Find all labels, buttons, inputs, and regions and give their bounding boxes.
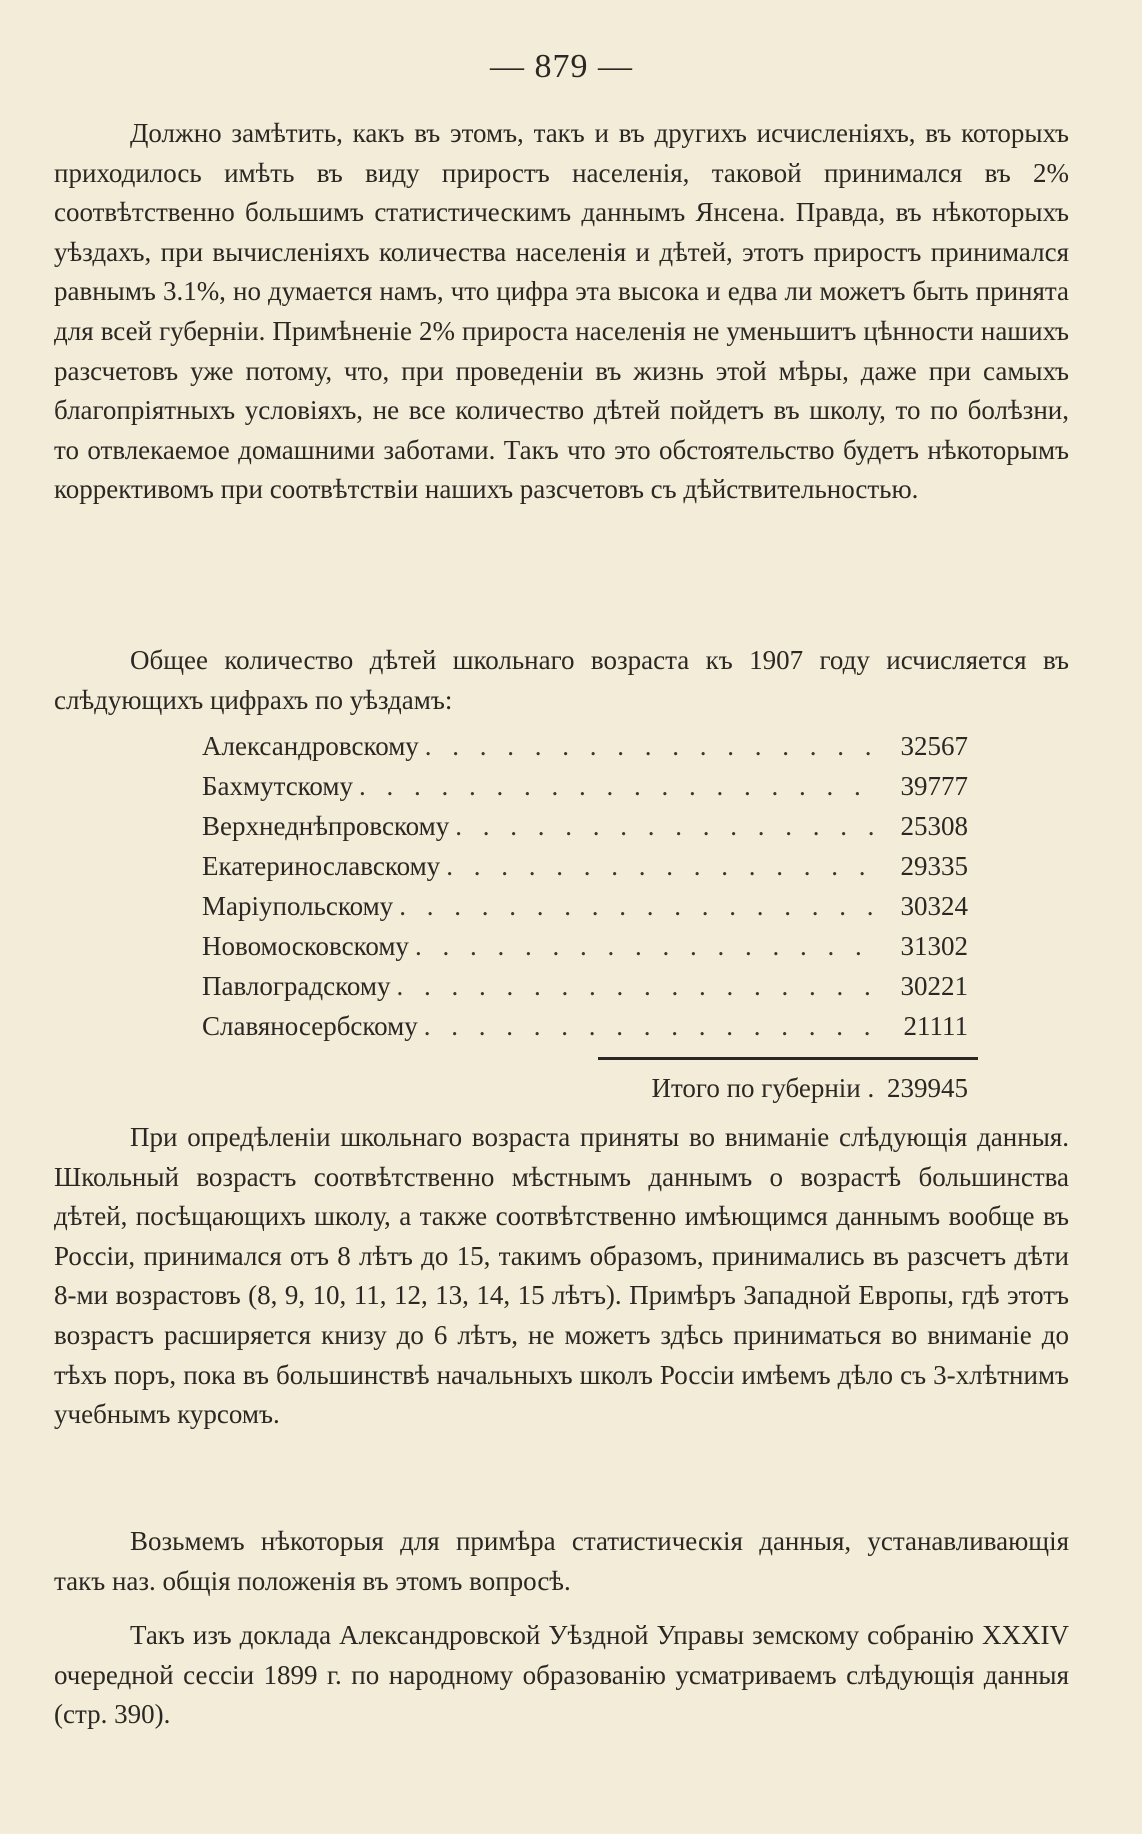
district-value: 31302: [900, 931, 968, 961]
district-children-table: [202, 726, 968, 1046]
district-name: Славяносербскому: [202, 1011, 418, 1041]
dot-leader: [396, 966, 874, 1006]
dot-leader: [424, 1006, 874, 1046]
district-name: Верхнеднѣпровскому: [202, 811, 450, 841]
document-page: [54, 0, 1069, 1834]
total-value: 239945: [887, 1073, 968, 1103]
paragraph-growth-rate: Должно замѣтить, какъ въ этомъ, такъ и въ другихъ исчисленіяхъ, въ которыхъ приходилось имѣть въ виду приростъ населенія, таковой принимался въ 2% соотвѣтственно большимъ статистическимъ даннымъ Янсена. Правда, въ нѣкоторыхъ уѣздахъ, при вычисленіяхъ количества населенія и дѣтей, этотъ приростъ принимался равнымъ 3.1%, но думается намъ, что цифра эта высока и едва ли можетъ быть принята для всей губерніи. Примѣненіе 2% прироста населенія не уменьшитъ цѣнности нашихъ разсчетовъ уже потому, что, при проведеніи въ жизнь этой мѣры, даже при самыхъ благопріятныхъ условіяхъ, не все количество дѣтей пойдетъ въ школу, то по болѣзни, то отвлекаемое домашними заботами. Такъ что это обстоятельство будетъ нѣкоторымъ коррективомъ при соотвѣтствіи нашихъ разсчетовъ съ дѣйствительностью.: [54, 118, 1069, 505]
district-value: 39777: [900, 771, 968, 801]
paragraph-report-reference: Такъ изъ доклада Александровской Уѣздной Управы земскому собранію XXXIV очередной сессіи 1899 г. по народному образованію усматриваемъ слѣдующія данныя (стр. 390).: [54, 1620, 1069, 1730]
district-name: Бахмутскому: [202, 771, 354, 801]
table-row: [202, 886, 968, 926]
page-number: — 879 —: [490, 48, 633, 85]
district-value: 32567: [900, 731, 968, 761]
district-name: Павлоградскому: [202, 971, 391, 1001]
total-rule: [598, 1057, 978, 1060]
dot-leader: [359, 766, 874, 806]
dot-leader: [446, 846, 874, 886]
table-row: [202, 1006, 968, 1046]
paragraph-school-age: При опредѣленіи школьнаго возраста приняты во вниманіе слѣдующія данныя. Школьный возрастъ соотвѣтственно мѣстнымъ даннымъ о возрастѣ большинства дѣтей, посѣщающихъ школу, а также соотвѣтственно имѣющимся даннымъ вообще въ Россіи, принимался отъ 8 лѣтъ до 15, такимъ образомъ, принимались въ разсчетъ дѣти 8-ми возрастовъ (8, 9, 10, 11, 12, 13, 14, 15 лѣтъ). Примѣръ Западной Европы, гдѣ этотъ возрастъ расширяется книзу до 6 лѣтъ, не можетъ здѣсь приниматься во вниманіе до тѣхъ поръ, пока въ большинствѣ начальныхъ школъ Россіи имѣемъ дѣло съ 3-хлѣтнимъ учебнымъ курсомъ.: [54, 1122, 1069, 1430]
district-name: Александровскому: [202, 731, 419, 761]
table-row: [202, 766, 968, 806]
district-value: 25308: [900, 811, 968, 841]
district-value: 30221: [900, 971, 968, 1001]
dot-leader: [425, 726, 874, 766]
table-row: [202, 966, 968, 1006]
dot-leader: [399, 886, 874, 926]
table-row: [202, 726, 968, 766]
district-name: Маріупольскому: [202, 891, 394, 921]
table-row: [202, 926, 968, 966]
paragraph-children-count-intro: Общее количество дѣтей школьнаго возраста къ 1907 году исчисляется въ слѣдующихъ цифрахъ по уѣздамъ:: [54, 645, 1069, 715]
table-row: [202, 806, 968, 846]
district-value: 21111: [903, 1011, 968, 1041]
paragraph-statistics-intro: Возьмемъ нѣкоторыя для примѣра статистическія данныя, устанавливающія такъ наз. общія положенія въ этомъ вопросѣ.: [54, 1526, 1069, 1596]
district-value: 30324: [900, 891, 968, 921]
table-row: [202, 846, 968, 886]
dot-leader: [455, 806, 874, 846]
dot-leader: [415, 926, 874, 966]
district-value: 29335: [900, 851, 968, 881]
total-label: Итого по губерніи .: [651, 1073, 875, 1103]
district-name: Екатеринославскому: [202, 851, 441, 881]
total-row: [54, 1068, 968, 1108]
district-name: Новомосковскому: [202, 931, 409, 961]
